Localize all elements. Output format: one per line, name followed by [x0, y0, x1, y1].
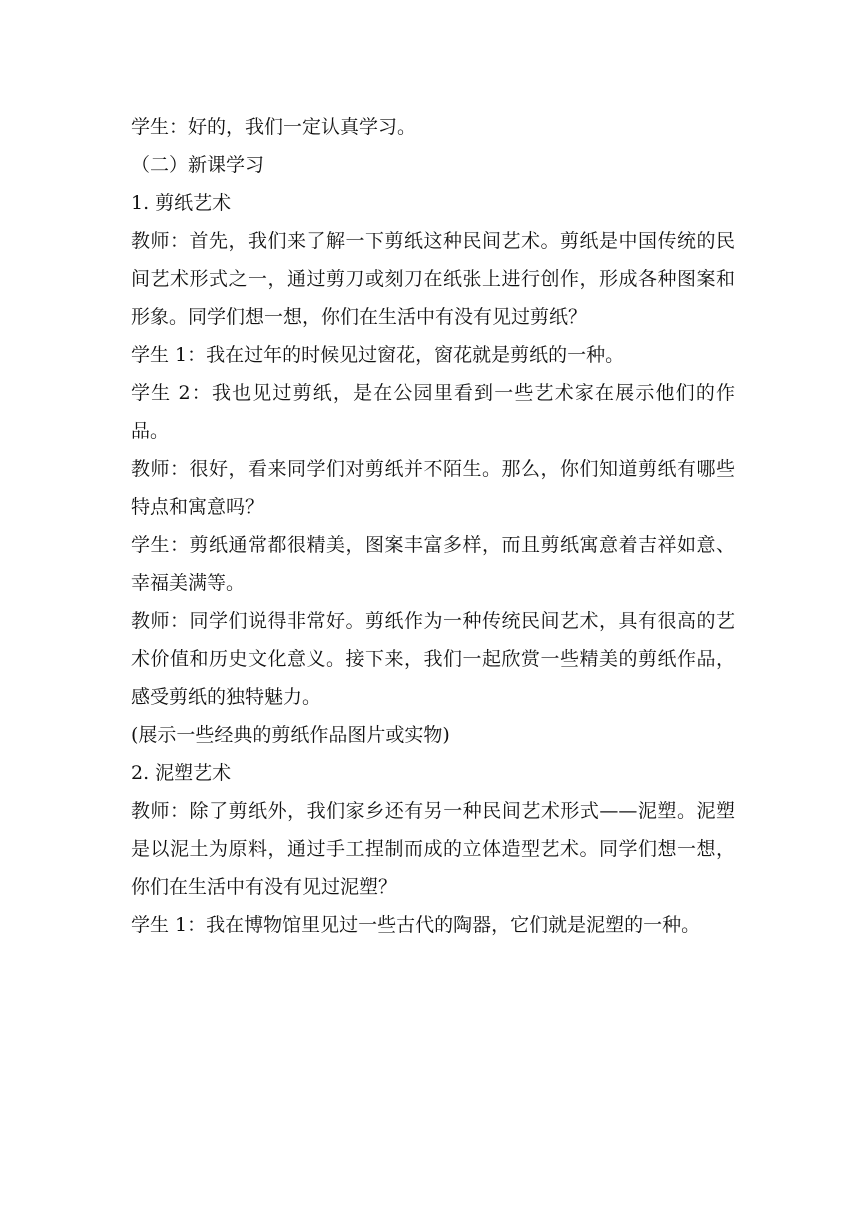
paragraph-student1-window-flower: 学生 1：我在过年的时候见过窗花，窗花就是剪纸的一种。 [131, 344, 625, 366]
paragraph-teacher-intro-clay: 教师：除了剪纸外，我们家乡还有另一种民间艺术形式——泥塑。泥塑是以泥土为原料，通过手工捏制而成的立体造型艺术。同学们想一想，你们在生活中有没有见过泥塑？ [131, 800, 735, 898]
paragraph-teacher-question-features: 教师：很好，看来同学们对剪纸并不陌生。那么，你们知道剪纸有哪些特点和寓意吗？ [131, 458, 735, 518]
paragraph-display-note: (展示一些经典的剪纸作品图片或实物) [131, 724, 450, 746]
paragraph-student-features: 学生：剪纸通常都很精美，图案丰富多样，而且剪纸寓意着吉祥如意、幸福美满等。 [131, 534, 735, 594]
subheading-paper-cutting: 1. 剪纸艺术 [131, 192, 232, 214]
paragraph-student-reply: 学生：好的，我们一定认真学习。 [131, 116, 417, 138]
paragraph-teacher-intro-paper-cutting: 教师：首先，我们来了解一下剪纸这种民间艺术。剪纸是中国传统的民间艺术形式之一，通过剪刀或刻刀在纸张上进行创作，形成各种图案和形象。同学们想一想，你们在生活中有没有见过剪纸？ [131, 230, 735, 328]
paragraph-student2-park: 学生 2：我也见过剪纸，是在公园里看到一些艺术家在展示他们的作品。 [131, 382, 735, 442]
paragraph-student1-museum: 学生 1：我在博物馆里见过一些古代的陶器，它们就是泥塑的一种。 [131, 914, 701, 936]
subheading-clay-sculpture: 2. 泥塑艺术 [131, 762, 232, 784]
document-page [131, 108, 735, 944]
section-heading-new-lesson: （二）新课学习 [131, 154, 265, 176]
paragraph-teacher-appreciation: 教师：同学们说得非常好。剪纸作为一种传统民间艺术，具有很高的艺术价值和历史文化意义。接下来，我们一起欣赏一些精美的剪纸作品，感受剪纸的独特魅力。 [131, 610, 735, 708]
